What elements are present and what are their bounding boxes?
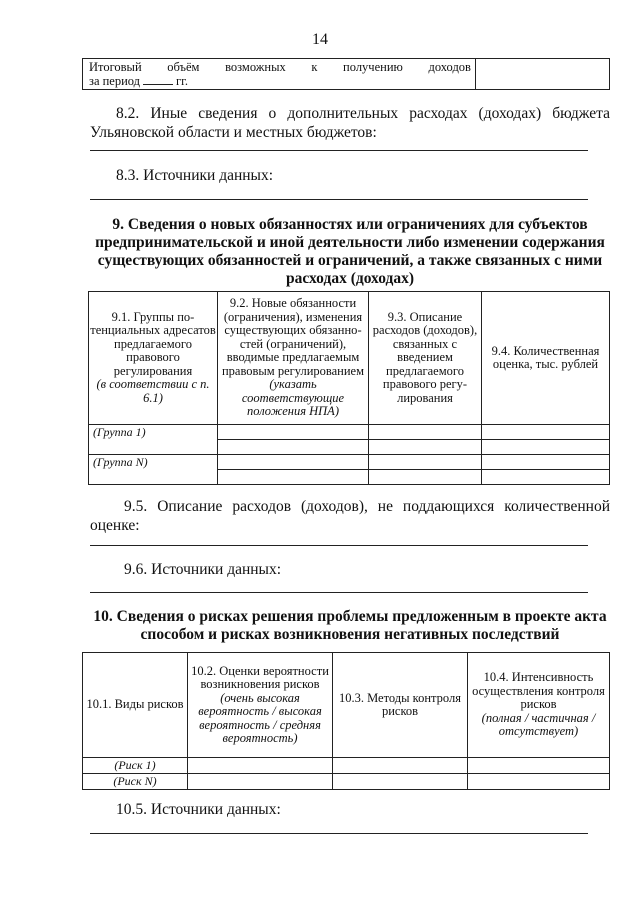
table-cell xyxy=(482,470,610,485)
fill-line xyxy=(90,545,588,546)
col-9-3-title: 9.3. Описание расходов (доходов), связанных с введением предлагаемого правового регулирования xyxy=(372,309,478,405)
risk-n-cell xyxy=(83,774,188,790)
table-cell xyxy=(218,470,369,485)
total-income-table xyxy=(82,58,610,90)
table-cell xyxy=(482,425,610,440)
total-word: получению xyxy=(343,60,403,74)
col-10-2-header xyxy=(188,653,333,758)
col-10-2-title: 10.2. Оценки вероятности возникновения рисков xyxy=(191,663,329,691)
table-cell xyxy=(482,440,610,455)
period-prefix: за период xyxy=(89,74,141,88)
col-9-1-title: 9.1. Группы потенциальных адресатов предлагаемого правового регулирования xyxy=(90,309,216,378)
col-9-4-header xyxy=(482,292,610,425)
risk-1-cell xyxy=(83,758,188,774)
total-word: возможных xyxy=(225,60,286,74)
col-9-2-title: 9.2. Новые обязанности (ограничения), изменения существующих обязанностей (ограничений), вводимые предлагаемым правовым регулированием xyxy=(221,296,365,378)
col-9-4-title: 9.4. Количественная оценка, тыс. рублей xyxy=(491,343,600,371)
total-word: объём xyxy=(167,60,200,74)
risk-label: (Риск N) xyxy=(113,774,157,788)
col-9-1-note: (в соответствии с п. 6.1) xyxy=(96,377,210,405)
total-word: доходов xyxy=(428,60,471,74)
col-10-4-header xyxy=(468,653,610,758)
section-9-5-text: 9.5. Описание расходов (доходов), не поддающихся количественной оценке: xyxy=(90,498,610,534)
col-10-4-title: 10.4. Интенсивность осуществления контроля рисков xyxy=(472,670,605,712)
col-9-1-header xyxy=(89,292,218,425)
page-number: 14 xyxy=(312,31,328,48)
col-10-4-note: (полная / частичная / отсутствует) xyxy=(481,710,596,739)
table-cell xyxy=(369,440,482,455)
section-10-heading: 10. Сведения о рисках решения проблемы предложенным в проекте акта способом и рисках возникновения негативных последствий xyxy=(93,608,607,643)
fill-line xyxy=(90,150,588,151)
section-8-2-text: 8.2. Иные сведения о дополнительных расходах (доходах) бюджета Ульяновской области и местных бюджетов: xyxy=(90,105,610,141)
fill-line xyxy=(90,199,588,200)
period-suffix: гг. xyxy=(176,74,189,88)
group-label: (Группа N) xyxy=(93,455,148,469)
col-10-2-note: (очень высокая вероятность / высокая вероятность / средняя вероятность) xyxy=(198,690,322,745)
col-10-3-header xyxy=(333,653,468,758)
col-9-3-header xyxy=(369,292,482,425)
total-income-label-cell xyxy=(83,59,476,90)
col-10-1-title: 10.1. Виды рисков xyxy=(86,697,184,712)
table-cell xyxy=(482,455,610,470)
col-10-1-header xyxy=(83,653,188,758)
table-cell xyxy=(188,774,333,790)
table-cell xyxy=(188,758,333,774)
table-cell xyxy=(218,425,369,440)
group-label: (Группа 1) xyxy=(93,425,146,439)
table-cell xyxy=(369,470,482,485)
table-cell xyxy=(218,455,369,470)
fill-line xyxy=(90,833,588,834)
group-1-cell xyxy=(89,425,218,455)
section-10-5-text: 10.5. Источники данных: xyxy=(116,801,281,818)
section-9-6-text: 9.6. Источники данных: xyxy=(124,561,282,578)
risk-label: (Риск 1) xyxy=(114,758,156,772)
total-word: к xyxy=(311,60,318,74)
table-cell xyxy=(468,774,610,790)
section-9-heading: 9. Сведения о новых обязанностях или ограничениях для субъектов предпринимательской и иной деятельности либо изменении содержания существующих обязанностей и ограничений, а также связанных с ними расходах (доходах) xyxy=(95,216,605,287)
obligations-table xyxy=(88,291,610,485)
col-10-3-title: 10.3. Методы контроля рисков xyxy=(338,690,461,718)
table-cell xyxy=(468,758,610,774)
risks-table xyxy=(82,652,610,790)
section-8-3-text: 8.3. Источники данных: xyxy=(116,167,274,184)
group-n-cell xyxy=(89,455,218,485)
col-9-2-note: (указать соответствующие положения НПА) xyxy=(241,377,345,419)
total-income-value-cell xyxy=(476,59,610,90)
table-cell xyxy=(369,425,482,440)
table-cell xyxy=(333,774,468,790)
table-cell xyxy=(218,440,369,455)
total-word: Итоговый xyxy=(89,60,142,74)
period-blank xyxy=(143,84,173,85)
table-cell xyxy=(369,455,482,470)
col-9-2-header xyxy=(218,292,369,425)
fill-line xyxy=(90,592,588,593)
table-cell xyxy=(333,758,468,774)
